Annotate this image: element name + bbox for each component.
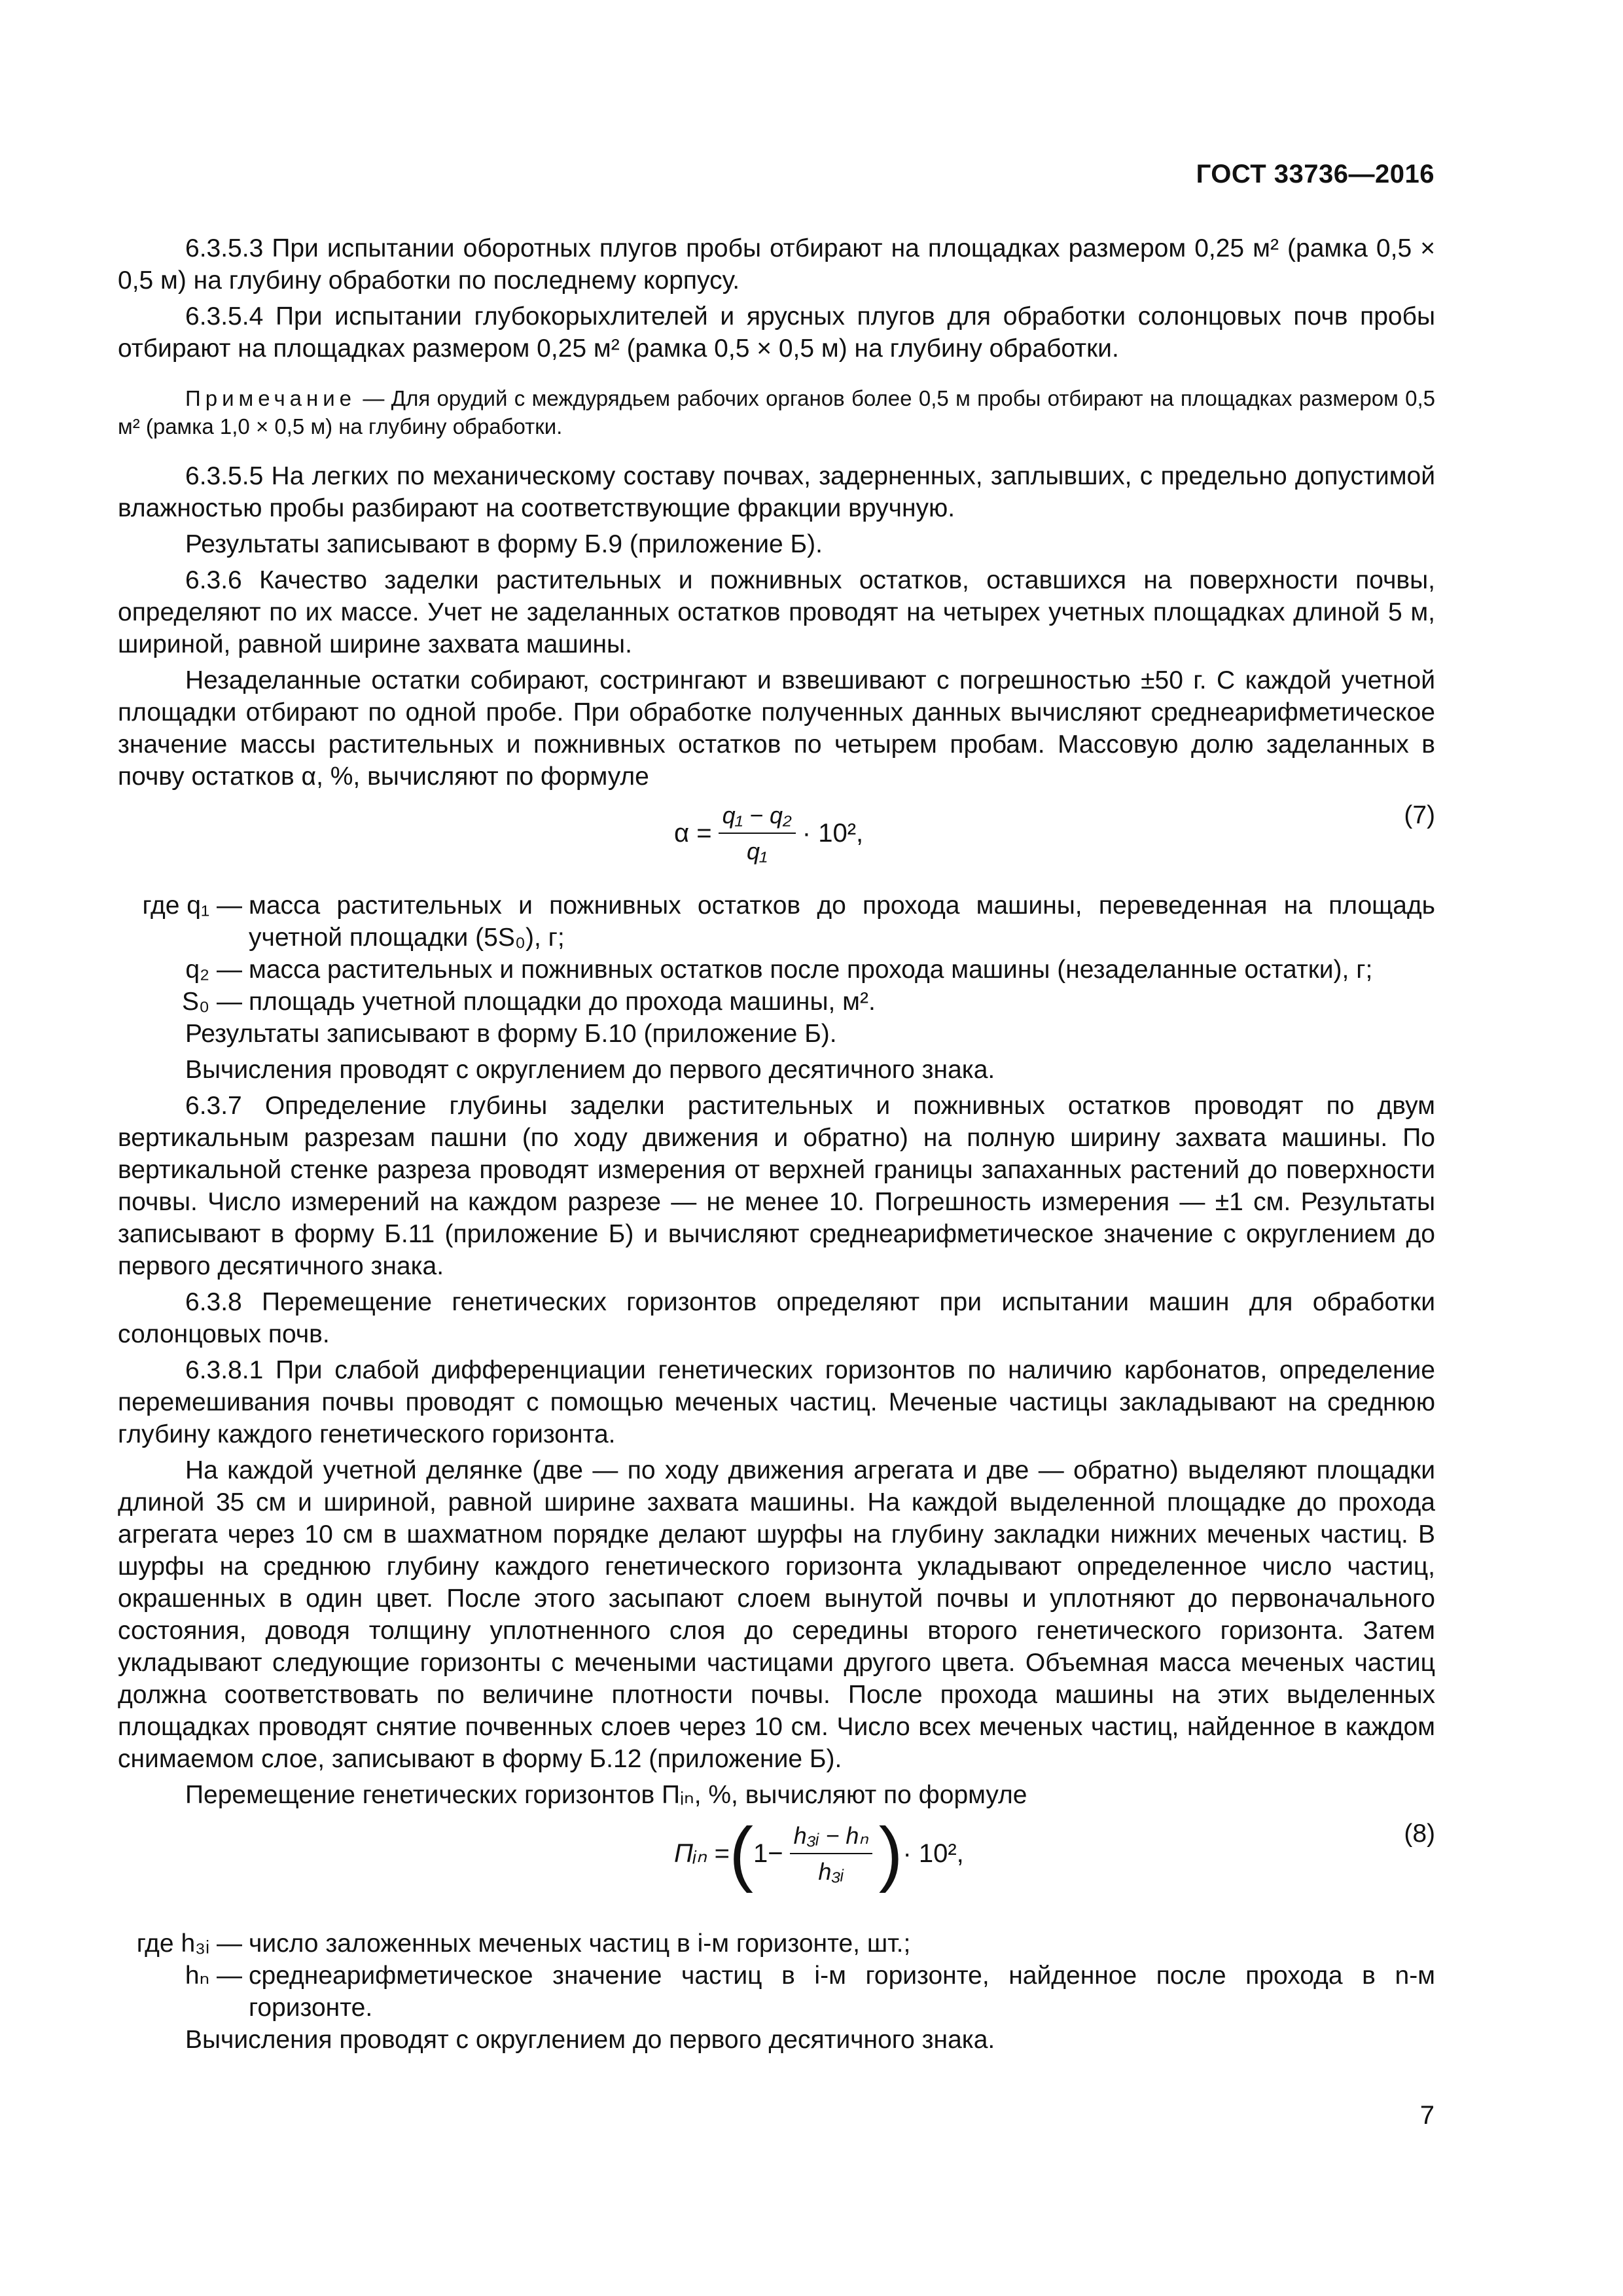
- formula-8-expression: [674, 1813, 964, 1893]
- formula-8-left-paren: (: [729, 1813, 754, 1893]
- paragraph-horizon-displacement: Перемещение генетических горизонтов Пᵢₙ, %, вычисляют по формуле: [185, 1781, 1027, 1809]
- paragraph-6-3-5-4: 6.3.5.4 При испытании глубокорыхлителей и ярусных плугов для обработки солонцовых почв пробы отбирают на площадках размером 0,25 м² (рамка 0,5 × 0,5 м) на глубину обработки.: [118, 302, 1435, 363]
- paragraph-results-b9: Результаты записывают в форму Б.9 (приложение Б).: [185, 530, 823, 558]
- paragraph-6-3-8: 6.3.8 Перемещение генетических горизонтов определяют при испытании машин для обработки солонцовых почв.: [118, 1288, 1435, 1348]
- formula-7: [118, 799, 1435, 878]
- paragraph-6-3-5-3: 6.3.5.3 При испытании оборотных плугов пробы отбирают на площадках размером 0,25 м² (рамка 0,5 × 0,5 м) на глубину обработки по последнему корпусу.: [118, 234, 1435, 295]
- formula-7-definitions: [118, 889, 1435, 1018]
- note-label: Примечание: [185, 386, 357, 410]
- definition-symbol: где h₃ᵢ —: [136, 1929, 242, 1958]
- formula-8-lhs: Пᵢₙ =: [674, 1839, 730, 1868]
- paragraph-6-3-8-1: 6.3.8.1 При слабой дифференциации генетических горизонтов по наличию карбонатов, определение перемешивания почвы проводят с помощью меченых частиц. Меченые частицы закладывают на среднюю глубину каждого генетического горизонта.: [118, 1356, 1435, 1448]
- paragraph-residue-collection: Незаделанные остатки собирают, сострингают и взвешивают с погрешностью ±50 г. С каждой учетной площадки отбирают по одной пробе. При обработке полученных данных вычисляют среднеарифметическое значение массы растительных и пожнивных остатков по четырем пробам. Массовую долю заделанных в почву остатков α, %, вычисляют по формуле: [118, 666, 1435, 791]
- definition-row: [118, 1960, 1435, 2024]
- paragraph-6-3-7: 6.3.7 Определение глубины заделки растительных и пожнивных остатков проводят по двум вертикальным разрезам пашни (по ходу движения и обратно) на полную ширину захвата машины. По вертикальной стенке разреза проводят измерения от верхней границы запаханных растений до поверхности почвы. Число измерений на каждом разрезе — не менее 10. Погрешность измерения — ±1 см. Результаты записывают в форму Б.11 (приложение Б) и вычисляют среднеарифметическое значение с округлением до первого десятичного знака.: [118, 1092, 1435, 1280]
- formula-8-denominator: h₃ᵢ: [818, 1858, 844, 1885]
- formula-7-numerator: q₁ − q₂: [719, 799, 796, 834]
- definition-text: площадь учетной площадки до прохода машины, м².: [249, 988, 876, 1016]
- definition-text: масса растительных и пожнивных остатков после прохода машины (незаделанные остатки), г;: [249, 956, 1373, 984]
- formula-8-tail: · 10²,: [902, 1839, 964, 1868]
- formula-8-definitions: [118, 1928, 1435, 2024]
- paragraph-rounding-final: Вычисления проводят с округлением до первого десятичного знака.: [185, 2026, 995, 2054]
- formula-8-one: 1−: [753, 1839, 783, 1868]
- formula-7-tail: · 10²,: [802, 818, 864, 848]
- definition-row: [118, 954, 1435, 986]
- formula-7-expression: [674, 799, 863, 867]
- formula-8-right-paren: ): [878, 1813, 903, 1893]
- definition-symbol: hₙ —: [185, 1962, 242, 1990]
- formula-7-fraction: [719, 799, 796, 867]
- definition-text: масса растительных и пожнивных остатков до прохода машины, переведенная на площадь учетной площадки (5S₀), г;: [249, 891, 1435, 952]
- paragraph-results-b10: Результаты записывают в форму Б.10 (приложение Б).: [185, 1020, 837, 1048]
- page-content: [118, 232, 1435, 2056]
- formula-8-fraction: [790, 1820, 872, 1888]
- definition-row: [118, 1928, 1435, 1960]
- page-number: 7: [1419, 2101, 1435, 2130]
- definition-symbol: S₀ —: [181, 988, 242, 1016]
- definition-symbol: где q₁ —: [142, 891, 242, 920]
- formula-7-lhs: α =: [674, 818, 712, 848]
- note-text: — Для орудий с междурядьем рабочих органов более 0,5 м пробы отбирают на площадках размером 0,5 м² (рамка 1,0 × 0,5 м) на глубину обработки.: [118, 386, 1435, 439]
- definition-symbol: q₂ —: [185, 956, 242, 984]
- formula-8-number: (8): [1404, 1820, 1435, 1848]
- paragraph-6-3-6: 6.3.6 Качество заделки растительных и пожнивных остатков, оставшихся на поверхности почвы, определяют по их массе. Учет не заделанных остатков проводят на четырех учетных площадках длиной 5 м, шириной, равной ширине захвата машины.: [118, 566, 1435, 658]
- formula-7-number: (7): [1404, 801, 1435, 829]
- formula-7-denominator: q₁: [746, 838, 768, 865]
- paragraph-rounding: Вычисления проводят с округлением до первого десятичного знака.: [185, 1056, 995, 1084]
- definition-row: [118, 889, 1435, 954]
- paragraph-marked-particles: На каждой учетной делянке (две — по ходу движения агрегата и две — обратно) выделяют площадки длиной 35 см и шириной, равной ширине захвата машины. На каждой выделенной площадке до прохода агрегата через 10 см в шахматном порядке делают шурфы на глубину закладки нижних меченых частиц. В шурфы на среднюю глубину каждого генетического горизонта укладывают определенное число частиц, окрашенных в один цвет. После этого засыпают слоем вынутой почвы и уплотняют до первоначального состояния, доводя толщину уплотненного слоя до середины второго генетического горизонта. Затем укладывают следующие горизонты с мечеными частицами другого цвета. Объемная масса меченых частиц должна соответствовать по величине плотности почвы. После прохода машины на этих выделенных площадках проводят снятие почвенных слоев через 10 см. Число всех меченых частиц, найденное в каждом снимаемом слое, записывают в форму Б.12 (приложение Б).: [118, 1456, 1435, 1773]
- formula-8-numerator: h₃ᵢ − hₙ: [790, 1820, 872, 1854]
- definition-text: число заложенных меченых частиц в i-м горизонте, шт.;: [249, 1929, 911, 1958]
- definition-text: среднеарифметическое значение частиц в i-м горизонте, найденное после прохода в n-м горизонте.: [249, 1962, 1435, 2022]
- formula-8: [118, 1813, 1435, 1916]
- note: [118, 384, 1435, 440]
- document-header: ГОСТ 33736—2016: [1196, 160, 1435, 188]
- definition-row: [118, 986, 1435, 1018]
- paragraph-6-3-5-5: 6.3.5.5 На легких по механическому составу почвах, задерненных, заплывших, с предельно допустимой влажностью пробы разбирают на соответствующие фракции вручную.: [118, 462, 1435, 522]
